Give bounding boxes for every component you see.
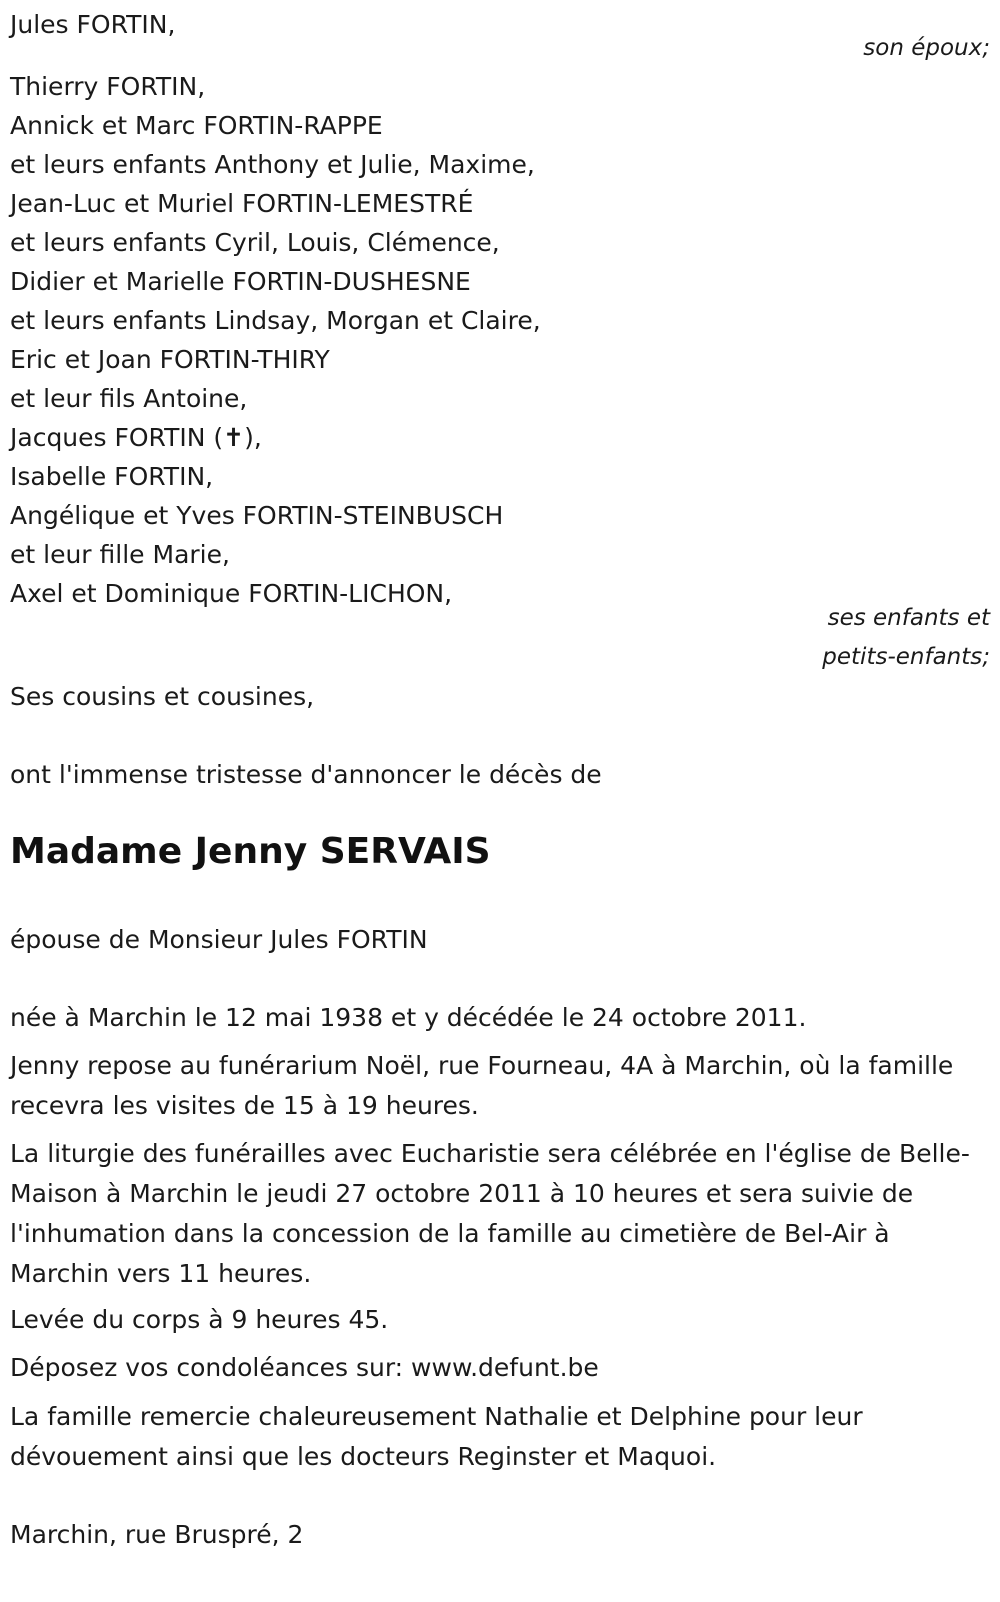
thanks-paragraph: La famille remercie chaleureusement Nathalie et Delphine pour leur dévouement ainsi que les docteurs Reginster et Maquoi. <box>10 1402 863 1471</box>
child-line: Didier et Marielle FORTIN-DUSHESNE <box>10 267 471 296</box>
spouse-role: son époux; <box>863 35 990 61</box>
child-line: Eric et Joan FORTIN-THIRY <box>10 345 330 374</box>
child-line: et leur fille Marie, <box>10 540 230 569</box>
child-line: Angélique et Yves FORTIN-STEINBUSCH <box>10 501 504 530</box>
funerarium-paragraph: Jenny repose au funérarium Noël, rue Fourneau, 4A à Marchin, où la famille recevra les visites de 15 à 19 heures. <box>10 1051 954 1120</box>
child-line: Jean-Luc et Muriel FORTIN-LEMESTRÉ <box>10 189 474 218</box>
deceased-name: Madame Jenny SERVAIS <box>10 831 491 872</box>
liturgy-paragraph: La liturgie des funérailles avec Eucharistie sera célébrée en l'église de Belle-Maison à Marchin le jeudi 27 octobre 2011 à 10 heures et sera suivie de l'inhumation dans la concession de la famille au cimetière de Bel-Air à Marchin vers 11 heures. <box>10 1139 970 1288</box>
child-line: Annick et Marc FORTIN-RAPPE <box>10 111 383 140</box>
child-line: Isabelle FORTIN, <box>10 462 214 491</box>
cousins-line: Ses cousins et cousines, <box>10 682 315 711</box>
children-list <box>10 67 541 614</box>
intro-line: ont l'immense tristesse d'annoncer le décès de <box>10 760 602 789</box>
child-line: Axel et Dominique FORTIN-LICHON, <box>10 579 453 608</box>
child-line: Jacques FORTIN (✝), <box>10 423 262 452</box>
born-died-line: née à Marchin le 12 mai 1938 et y décédée le 24 octobre 2011. <box>10 1003 807 1032</box>
address-line: Marchin, rue Bruspré, 2 <box>10 1520 304 1549</box>
children-role-line2: petits-enfants; <box>822 644 990 670</box>
spouse-name: Jules FORTIN, <box>10 10 176 39</box>
child-line: et leurs enfants Lindsay, Morgan et Claire, <box>10 306 541 335</box>
child-line: Thierry FORTIN, <box>10 72 206 101</box>
child-line: et leur fils Antoine, <box>10 384 248 413</box>
spouse-of-line: épouse de Monsieur Jules FORTIN <box>10 925 428 954</box>
child-line: et leurs enfants Anthony et Julie, Maxime, <box>10 150 535 179</box>
child-line: et leurs enfants Cyril, Louis, Clémence, <box>10 228 500 257</box>
levee-line: Levée du corps à 9 heures 45. <box>10 1305 389 1334</box>
children-role-line1: ses enfants et <box>827 605 990 631</box>
condolences-line: Déposez vos condoléances sur: www.defunt.be <box>10 1353 599 1382</box>
